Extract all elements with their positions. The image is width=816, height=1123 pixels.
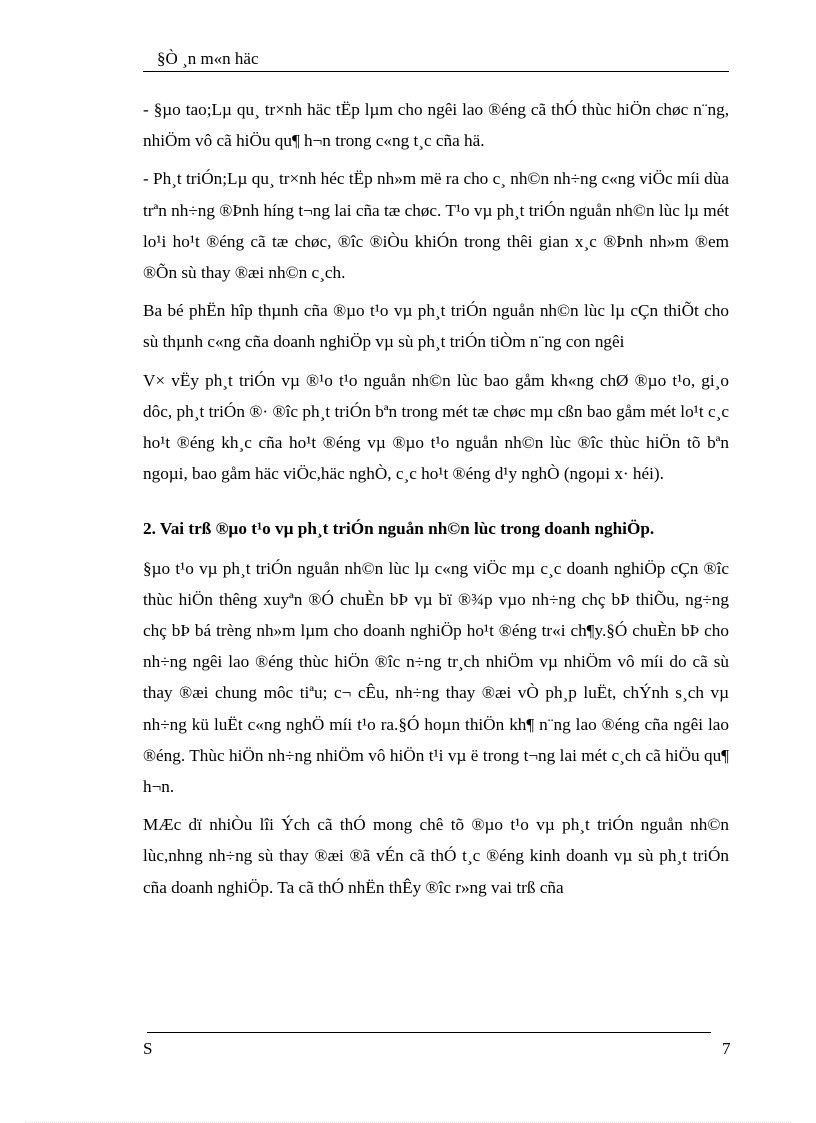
page-number: 7 [722,1039,731,1058]
footer-rule [147,1032,711,1033]
document-body [143,94,729,903]
section-heading: 2. Vai trß ®µo t¹o vµ ph¸t triÓn nguån nh©n lùc trong doanh nghiÖp. [143,519,655,539]
paragraph-phat-trien: - Ph¸t triÓn;Lµ qu¸ tr×nh héc tËp nh»m më ra cho c¸ nh©n nh÷ng c«ng viÖc míi dùa trªn nh÷ng ®Þnh híng t¬ng lai cña tæ chøc. T¹o vµ ph¸t triÓn nguån nh©n lùc lµ mét lo¹i ho¹t ®éng cã tæ chøc, ®îc ®iÒu khiÓn trong thêi gian x¸c ®Þnh nh»m ®em ®Õn sù thay ®æi nh©n c¸ch. [143,169,729,283]
paragraph-dao-tao: - §µo tao;Lµ qu¸ tr×nh häc tËp lµm cho ngêi lao ®éng cã thÓ thùc hiÖn chøc n¨ng, nhiÖm vô cã hiÖu qu¶ h¬n trong c«ng t¸c cña hä. [143,100,729,151]
footer-left-text: S [143,1039,153,1058]
paragraph-vi-vay: V× vËy ph¸t triÓn vµ ®¹o t¹o nguån nh©n lùc bao gåm kh«ng chØ ®µo t¹o, gi¸o dôc, ph¸t triÓn ®· ®îc ph¸t triÓn bªn trong mét tæ chøc mµ cßn bao gåm mét lo¹t c¸c ho¹t ®éng kh¸c cña ho¹t ®éng vµ ®µo t¹o nguån nh©n lùc ®îc thùc hiÖn tõ bªn ngoµi, bao gåm häc viÖc,häc nghÒ, c¸c ho¹t ®éng d¹y nghÒ (ngoµi x· héi). [143,370,729,484]
paragraph-ba-bo-phan: Ba bé phËn hîp thµnh cña ®µo t¹o vµ ph¸t triÓn nguån nh©n lùc lµ cÇn thiÕt cho sù thµnh c«ng cña doanh nghiÖp vµ sù ph¸t triÓn tiÒm n¨ng con ngêi [143,301,729,352]
page-header [143,48,729,70]
header-rule [143,71,729,72]
paragraph-vai-tro: §µo t¹o vµ ph¸t triÓn nguån nh©n lùc lµ c«ng viÖc mµ c¸c doanh nghiÖp cÇn ®îc thùc hiÖn thêng xuyªn ®Ó chuÈn bÞ vµ bï ®¾p vµo nh÷ng chç bÞ thiÕu, ng÷ng chç bÞ bá trèng nh»m lµm cho doanh nghiÖp ho¹t ®éng tr«i ch¶y.§Ó chuÈn bÞ cho nh÷ng ngêi lao ®éng thùc hiÖn ®îc n÷ng tr¸ch nhiÖm vµ nhiÖm vô míi do cã sù thay ®æi chung môc tiªu; c¬ cÊu, nh÷ng thay ®æi vÒ ph¸p luËt, chÝnh s¸ch vµ nh÷ng kü luËt c«ng nghÖ míi t¹o ra.§Ó hoµn thiÖn kh¶ n¨ng lao ®éng cña ngêi lao ®éng. Thùc hiÖn nh÷ng nhiÖm vô hiÖn t¹i vµ ë trong t¬ng lai mét c¸ch cã hiÖu qu¶ h¬n. [143,558,729,797]
paragraph-mac-du: MÆc dï nhiÒu lîi Ých cã thÓ mong chê tõ ®µo t¹o vµ ph¸t triÓn nguån nh©n lùc,nhng nh÷ng sù thay ®æi ®ã vÉn cã thÓ t¸c ®éng kinh doanh vµ sù ph¸t triÓn cña doanh nghiÖp. Ta cã thÓ nhËn thÊy ®îc r»ng vai trß cña [143,815,729,897]
header-title: §Ò ¸n m«n häc [157,49,259,68]
